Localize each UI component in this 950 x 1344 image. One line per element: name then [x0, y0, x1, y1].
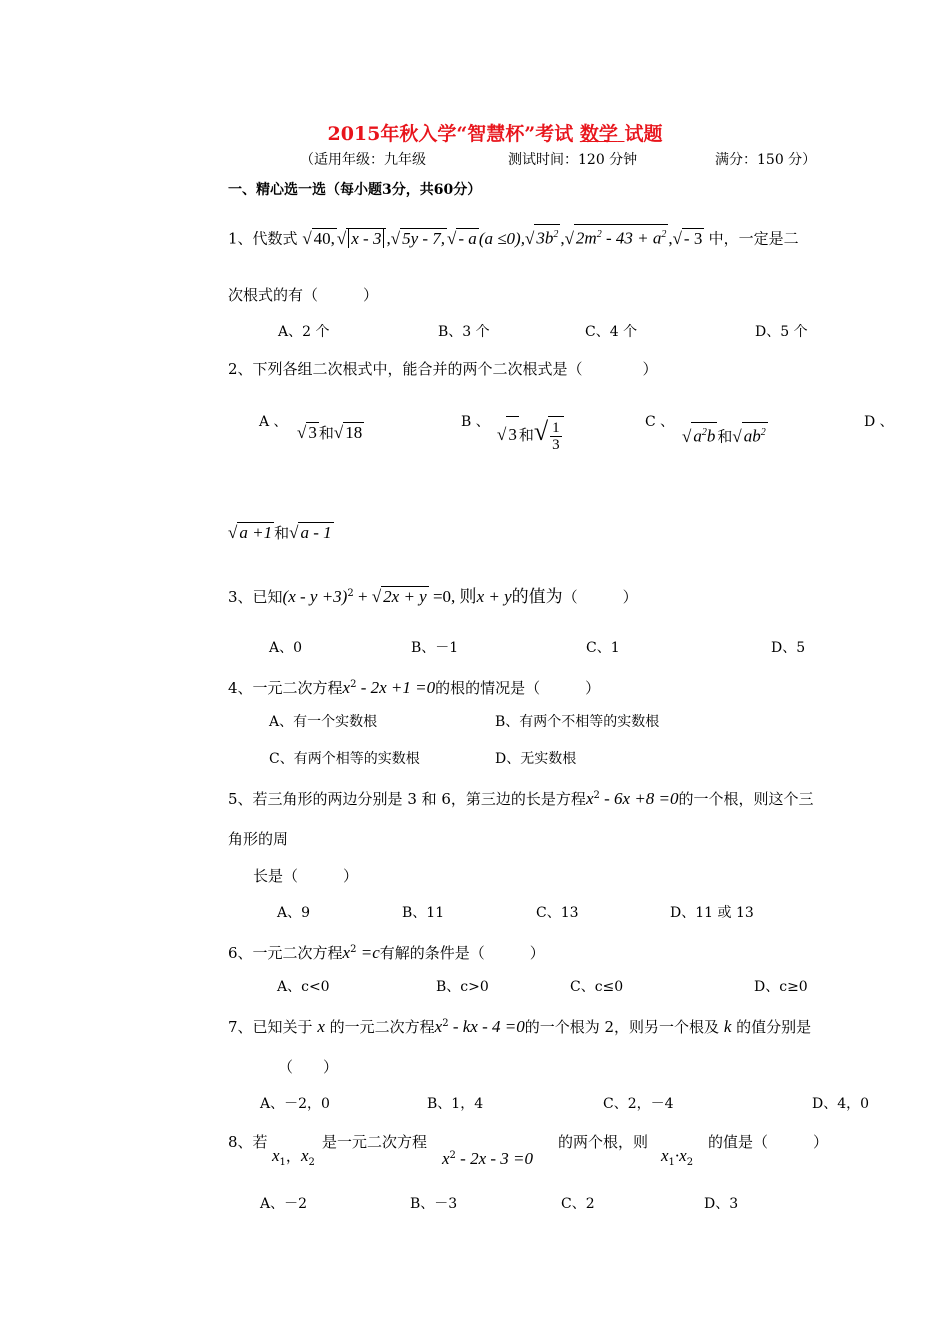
q4-option-b[interactable]: B、有两个不相等的实数根 [495, 714, 660, 730]
q1-option-a[interactable]: A、2 个 [278, 324, 330, 340]
q8-pre: 8、若 [228, 1133, 268, 1151]
q2-expr-b: √ 3 和√ $\frac{1}{3}$ [497, 414, 564, 454]
q8-option-a[interactable]: A、－2 [260, 1196, 308, 1212]
q5-line3: 长是（ ） [253, 867, 359, 885]
q8-post2: 的值是（ ） [708, 1133, 829, 1151]
time-info: 测试时间：120 分钟 [508, 152, 638, 168]
q8-mid: 是一元二次方程 [322, 1133, 428, 1151]
q1-option-b[interactable]: B、3 个 [438, 324, 490, 340]
q1-expression: √ 40,√ x - 3 ,√ 5y - 7,√ - a (a ≤0),√ $3b^2$ ,√ $2m^2 - 43 + a^2$ ,√ - 3 [302, 229, 708, 248]
q2-expr-d: √ a +1 和√ a - 1 [228, 522, 334, 544]
q6-option-d[interactable]: D、c≥0 [754, 979, 808, 995]
q5-option-b[interactable]: B、11 [402, 905, 445, 921]
q1-option-c[interactable]: C、4 个 [585, 324, 638, 340]
q2-label-d[interactable]: D 、 [864, 414, 894, 430]
q7-option-d[interactable]: D、4，0 [812, 1096, 870, 1112]
q1-option-d[interactable]: D、5 个 [755, 324, 808, 340]
q8-product: $x_1\cdot x_2$ [661, 1146, 694, 1168]
title-text: 2015年秋入学“智慧杯”考试 [327, 123, 574, 145]
q2-expr-c: √ $a^2b$ 和√ $ab^2$ [682, 422, 768, 448]
section-heading: 一、精心选一选（每小题3分，共60分） [228, 182, 482, 198]
q7-option-a[interactable]: A、－2，0 [260, 1096, 330, 1112]
q3-paren: （ ） [562, 588, 638, 606]
q3-option-d[interactable]: D、5 [771, 640, 806, 656]
title-subject: 数学 [579, 123, 618, 145]
q1-tail: 中，一定是二 [708, 229, 799, 248]
question-1 [228, 224, 799, 249]
title-suffix: 试题 [624, 123, 663, 145]
q8-post: 的两个根，则 [558, 1133, 649, 1151]
q5-line2: 角形的周 [228, 830, 289, 848]
question-5: 5、若三角形的两边分别是 3 和 6，第三边的长是方程$x^2 - 6x +8 =0$的一个根，则这个三 [228, 789, 814, 808]
q2-label-c[interactable]: C 、 [645, 414, 675, 430]
q1-line2: 次根式的有（ ） [228, 286, 379, 304]
q6-option-c[interactable]: C、c≤0 [570, 979, 624, 995]
q8-option-b[interactable]: B、－3 [410, 1196, 458, 1212]
exam-title [0, 124, 950, 144]
q3-option-b[interactable]: B、－1 [411, 640, 459, 656]
q5-option-a[interactable]: A、9 [277, 905, 311, 921]
q8-equation: $x^2 - 2x - 3 =0$ [442, 1149, 534, 1168]
question-3: 3、已知$(x - y +3)^2$ + √ 2x + y =0, 则x + y的值为（ ） [228, 584, 638, 607]
question-7: 7、已知关于 x 的一元二次方程$x^2$ - kx - 4 =0的一个根为 2，则另一个根及 k 的值分别是 [228, 1017, 812, 1036]
q5-option-c[interactable]: C、13 [536, 905, 579, 921]
question-2: 2、下列各组二次根式中，能合并的两个二次根式是（ ） [228, 360, 658, 378]
q7-line2: （ ） [278, 1058, 339, 1076]
q1-number: 1、代数式 [228, 229, 298, 248]
q7-option-b[interactable]: B、1，4 [427, 1096, 484, 1112]
q6-option-b[interactable]: B、c>0 [436, 979, 489, 995]
question-6: 6、一元二次方程$x^2 =c$有解的条件是（ ） [228, 943, 545, 962]
q8-option-d[interactable]: D、3 [704, 1196, 739, 1212]
q5-option-d[interactable]: D、11 或 13 [670, 905, 754, 921]
q2-label-a[interactable]: A 、 [259, 414, 288, 430]
q3-option-a[interactable]: A、0 [269, 640, 303, 656]
q4-option-d[interactable]: D、无实数根 [495, 751, 577, 767]
q3-option-c[interactable]: C、1 [586, 640, 620, 656]
question-4: 4、一元二次方程$x^2 - 2x +1 =0$的根的情况是（ ） [228, 678, 601, 697]
q4-option-a[interactable]: A、有一个实数根 [269, 714, 378, 730]
grade-info: （适用年级：九年级 [300, 152, 426, 168]
q8-option-c[interactable]: C、2 [561, 1196, 595, 1212]
q8-roots: $x_1$，$x_2$ [272, 1146, 315, 1168]
q3-number: 3、已知 [228, 588, 283, 606]
q7-option-c[interactable]: C、2，－4 [603, 1096, 674, 1112]
q6-option-a[interactable]: A、c<0 [277, 979, 330, 995]
q2-expr-a: √ 3 和√ 18 [297, 422, 364, 444]
q4-option-c[interactable]: C、有两个相等的实数根 [269, 751, 420, 767]
q2-label-b[interactable]: B 、 [461, 414, 490, 430]
score-info: 满分：150 分） [715, 152, 817, 168]
